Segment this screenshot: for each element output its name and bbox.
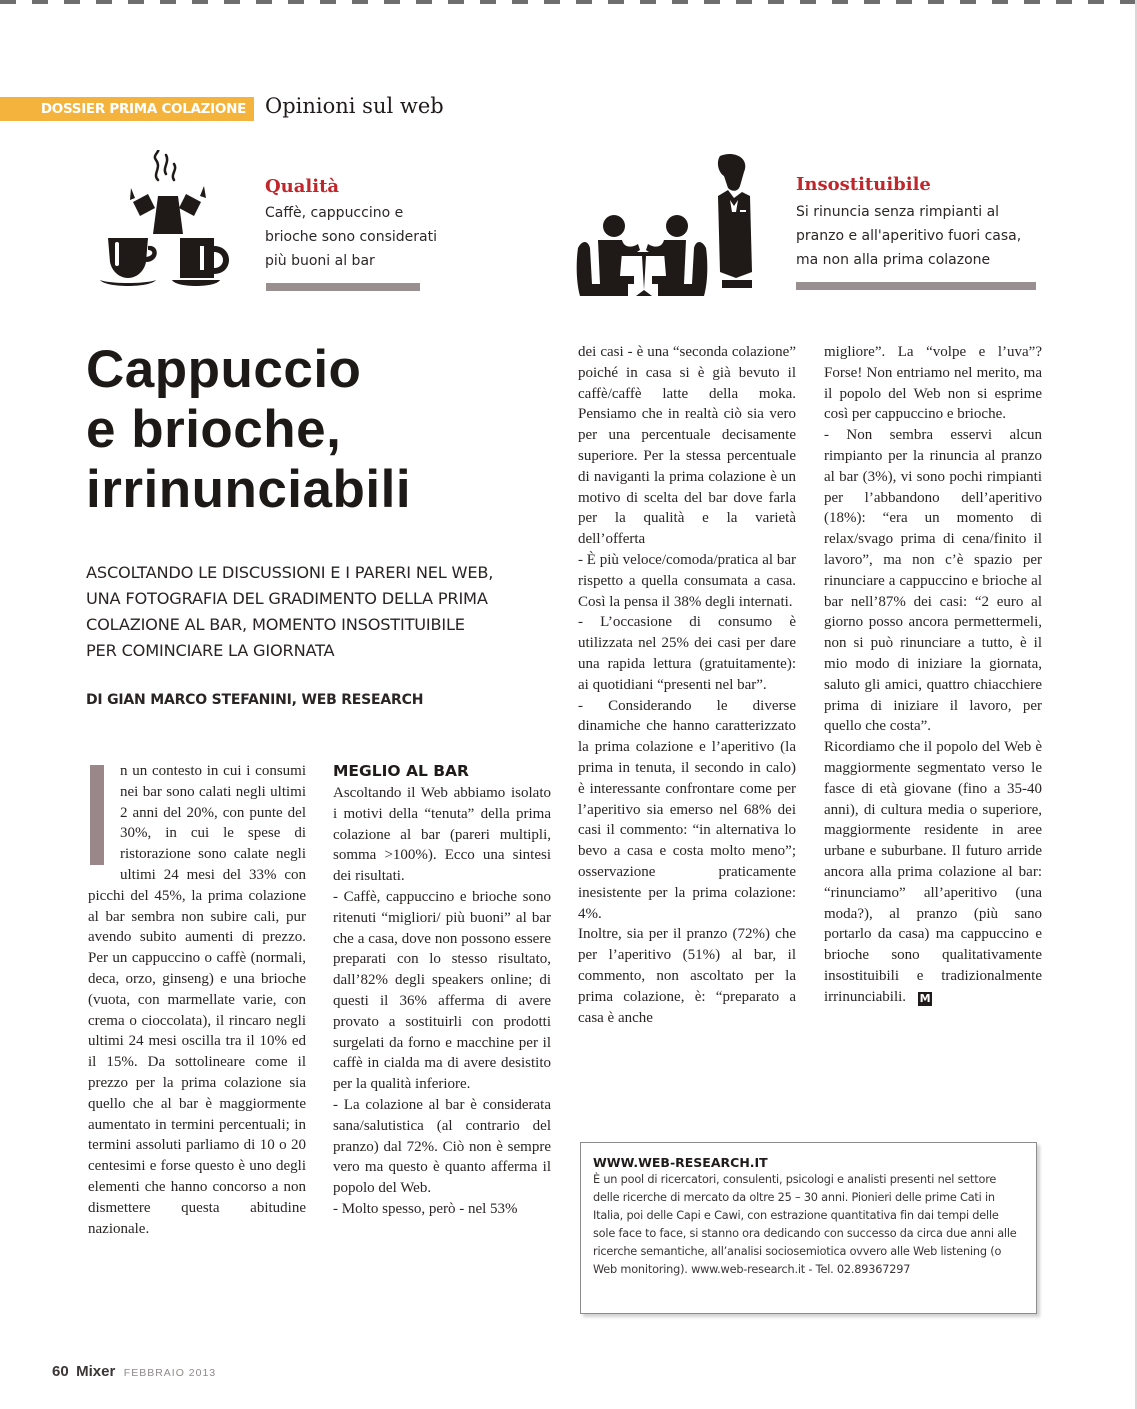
deck-line: PER COMINCIARE LA GIORNATA bbox=[86, 641, 335, 660]
end-mark-icon: M bbox=[919, 991, 931, 1005]
paragraph: - Considerando le diverse dinamiche che hanno caratterizzato la prima colazione e l’aperitivo (la prima in tenuta, il secondo in calo) è interessante confrontare come per l’aperitivo sia emerso nel 68% dei casi il commento: “in alternativa lo bevo a casa e costa molto meno”; osservazione praticamente inesistente per la prima colazione: 4%. bbox=[578, 697, 796, 922]
feature-accent-bar bbox=[266, 283, 420, 291]
deck-line: COLAZIONE AL BAR, MOMENTO INSOSTITUIBILE bbox=[86, 615, 465, 634]
headline-line: e brioche, bbox=[86, 400, 342, 459]
section-title: Opinioni sul web bbox=[265, 94, 444, 118]
paragraph: - L’occasione di consumo è utilizzata nel 25% dei casi per dare una rapida lettura (gratuitamente): ai quotidiani “presenti nel bar”. bbox=[578, 614, 796, 693]
article-deck bbox=[86, 560, 556, 664]
infobox-text: È un pool di ricercatori, consulenti, psicologi e analisti presenti nel settore delle ricerche di mercato da oltre 25 – 30 anni. Pionieri delle prime Cati in Italia, poi delle Capi e Cawi, con estrazione quantitativa fin dai tempi delle sole face to face, si stanno ora dedicando con successo da circa due anni alle ricerche semantiche, all’analisi sociosemiotica ovvero alle Web listening (o Web monitoring). www.web-research.it - Tel. 02.89367297 bbox=[593, 1173, 1017, 1276]
paragraph: - Molto spesso, però - nel 53% bbox=[333, 1200, 518, 1217]
byline: DI GIAN MARCO STEFANINI, WEB RESEARCH bbox=[86, 692, 424, 708]
paragraph: Ascoltando il Web abbiamo isolato i motivi della “tenuta” della prima colazione al bar (pareri multipli, somma >100%). Ecco una sintesi dei risultati. bbox=[333, 785, 551, 885]
intro-paragraph: n un contesto in cui i consumi nei bar sono calati negli ultimi 2 anni del 20%, con punte del 30%, in cui le spese di ristorazione sono calate negli ultimi 24 mesi del 33% con picchi del 45%, la prima colazione al bar sembra non subire cali, pur avendo subito aumenti di prezzo. Per un cappuccino o caffè (normali, deca, orzo, ginseng) e una brioche (vuota, con marmellate varie, con crema o cioccolata), il rincaro negli ultimi 24 mesi oscilla tra il 10% ed il 15%. Da sottolineare come il prezzo per la prima colazione sia quello che al bar è maggiormente aumentato in termini percentuali; in termini assoluti parliamo di 10 o 20 centesimi e forse questo è uno degli elementi che hanno concorso a non dismettere questa abitudine nazionale. bbox=[88, 763, 306, 1237]
article-column-4 bbox=[824, 342, 1042, 1008]
magazine-name: Mixer bbox=[76, 1363, 116, 1380]
feature-text-irreplaceable bbox=[796, 200, 1021, 272]
article-column-3 bbox=[578, 342, 796, 1028]
page-number: 60 bbox=[52, 1363, 69, 1380]
paragraph: Inoltre, sia per il pranzo (72%) che per l’aperitivo (51%) al bar, il commento, non ascoltato per la prima colazione, è: “preparato a casa è anche bbox=[578, 926, 796, 1026]
feature-line: ma non alla prima colazone bbox=[796, 252, 991, 268]
paragraph-text: Ricordiamo che il popolo del Web è maggiormente segmentato verso le fasce di età giovane (fino a 35-40 anni), di cultura media o superiore, maggiormente residente in aree urbane e suburbane. Il futuro arride ancora alla prima colazione al bar: “rinunciamo” all’aperitivo (una moda?), al pranzo (più sano portarlo da casa) ma cappuccino e brioche sono qualitativamente insostituibili e tradizionalmente irrinunciabili. bbox=[824, 739, 1042, 1005]
feature-line: Caffè, cappuccino e bbox=[265, 205, 404, 221]
article-column-2 bbox=[333, 761, 551, 1220]
headline-line: Cappuccio bbox=[86, 340, 362, 399]
article-column-1 bbox=[88, 761, 306, 1239]
feature-line: più buoni al bar bbox=[265, 253, 375, 269]
page-trim-dashes bbox=[0, 0, 1137, 4]
paragraph: - Caffè, cappuccino e brioche sono ritenuti “migliori/ più buoni” al bar che a casa, dove non possono essere preparati con lo stesso risultato, dall’82% degli speakers online; di questi il 36% afferma di avere provato a sostituirli con prodotti surgelati da forno e macchine per il caffè in cialda ma di avere desistito per la qualità inferiore. bbox=[333, 888, 551, 1093]
feature-text-quality bbox=[265, 201, 437, 273]
subhead: MEGLIO AL BAR bbox=[333, 762, 469, 780]
coffee-cups-croissant-icon bbox=[100, 150, 250, 295]
feature-line: Si rinuncia senza rimpianti al bbox=[796, 204, 1000, 220]
headline-line: irrinunciabili bbox=[86, 460, 412, 519]
deck-line: ASCOLTANDO LE DISCUSSIONI E I PARERI NEL WEB, bbox=[86, 563, 494, 582]
paragraph: dei casi - è una “seconda colazione” poiché in casa si è già bevuto il caffè/caffè latte della moka. Pensiamo che in realtà ciò sia vero per una percentuale decisamente superiore. Per la stessa percentuale di naviganti la prima colazione è un motivo di scelta del bar dove farla per la qualità e la varietà dell’offerta bbox=[578, 344, 796, 548]
feature-title-irreplaceable: Insostituibile bbox=[796, 174, 931, 195]
paragraph: - È più veloce/comoda/pratica al bar rispetto a quella consumata a casa. Così la pensa il 38% degli internati. bbox=[578, 551, 796, 610]
sidebar-infobox bbox=[580, 1142, 1037, 1314]
paragraph: - La colazione al bar è considerata sana/salutistica (al contrario del pranzo) dal 72%. Ciò non è sempre vero ma questo è quanto afferma il popolo del Web. bbox=[333, 1096, 551, 1197]
article-headline bbox=[86, 340, 556, 520]
paragraph bbox=[824, 737, 1042, 1007]
paragraph: migliore”. La “volpe e l’uva”? Forse! Non entriamo nel merito, ma il popolo del Web non si esprime così per cappuccino e brioche. bbox=[824, 344, 1042, 423]
feature-line: brioche sono considerati bbox=[265, 229, 438, 245]
paragraph: - Non sembra esservi alcun rimpianto per la rinuncia al pranzo al bar (3%), vi sono pochi rimpianti per l’abbandono dell’aperitivo (18%): “era un momento di relax/svago prima di cena/finito il lavoro”, ma non c’è spazio per rinunciare a cappuccino e brioche al bar nell’87% dei casi: “2 euro al giorno posso ancora permettermeli, non si può rinunciare a tutto, è il mio modo di iniziare la giornata, saluto gli amici, quattro chiacchiere prima di iniziare il lavoro, per quello che costa”. bbox=[824, 427, 1042, 735]
infobox-title: WWW.WEB-RESEARCH.IT bbox=[593, 1155, 768, 1170]
deck-line: UNA FOTOGRAFIA DEL GRADIMENTO DELLA PRIMA bbox=[86, 589, 488, 608]
feature-title-quality: Qualità bbox=[265, 176, 340, 197]
page-footer bbox=[52, 1363, 216, 1381]
section-label: DOSSIER PRIMA COLAZIONE bbox=[0, 97, 254, 121]
feature-line: pranzo e all'aperitivo fuori casa, bbox=[796, 228, 1022, 244]
drop-cap bbox=[90, 765, 104, 865]
issue-date: FEBBRAIO 2013 bbox=[123, 1367, 217, 1379]
cafe-waiter-icon bbox=[574, 152, 774, 298]
feature-accent-bar bbox=[796, 282, 1036, 290]
